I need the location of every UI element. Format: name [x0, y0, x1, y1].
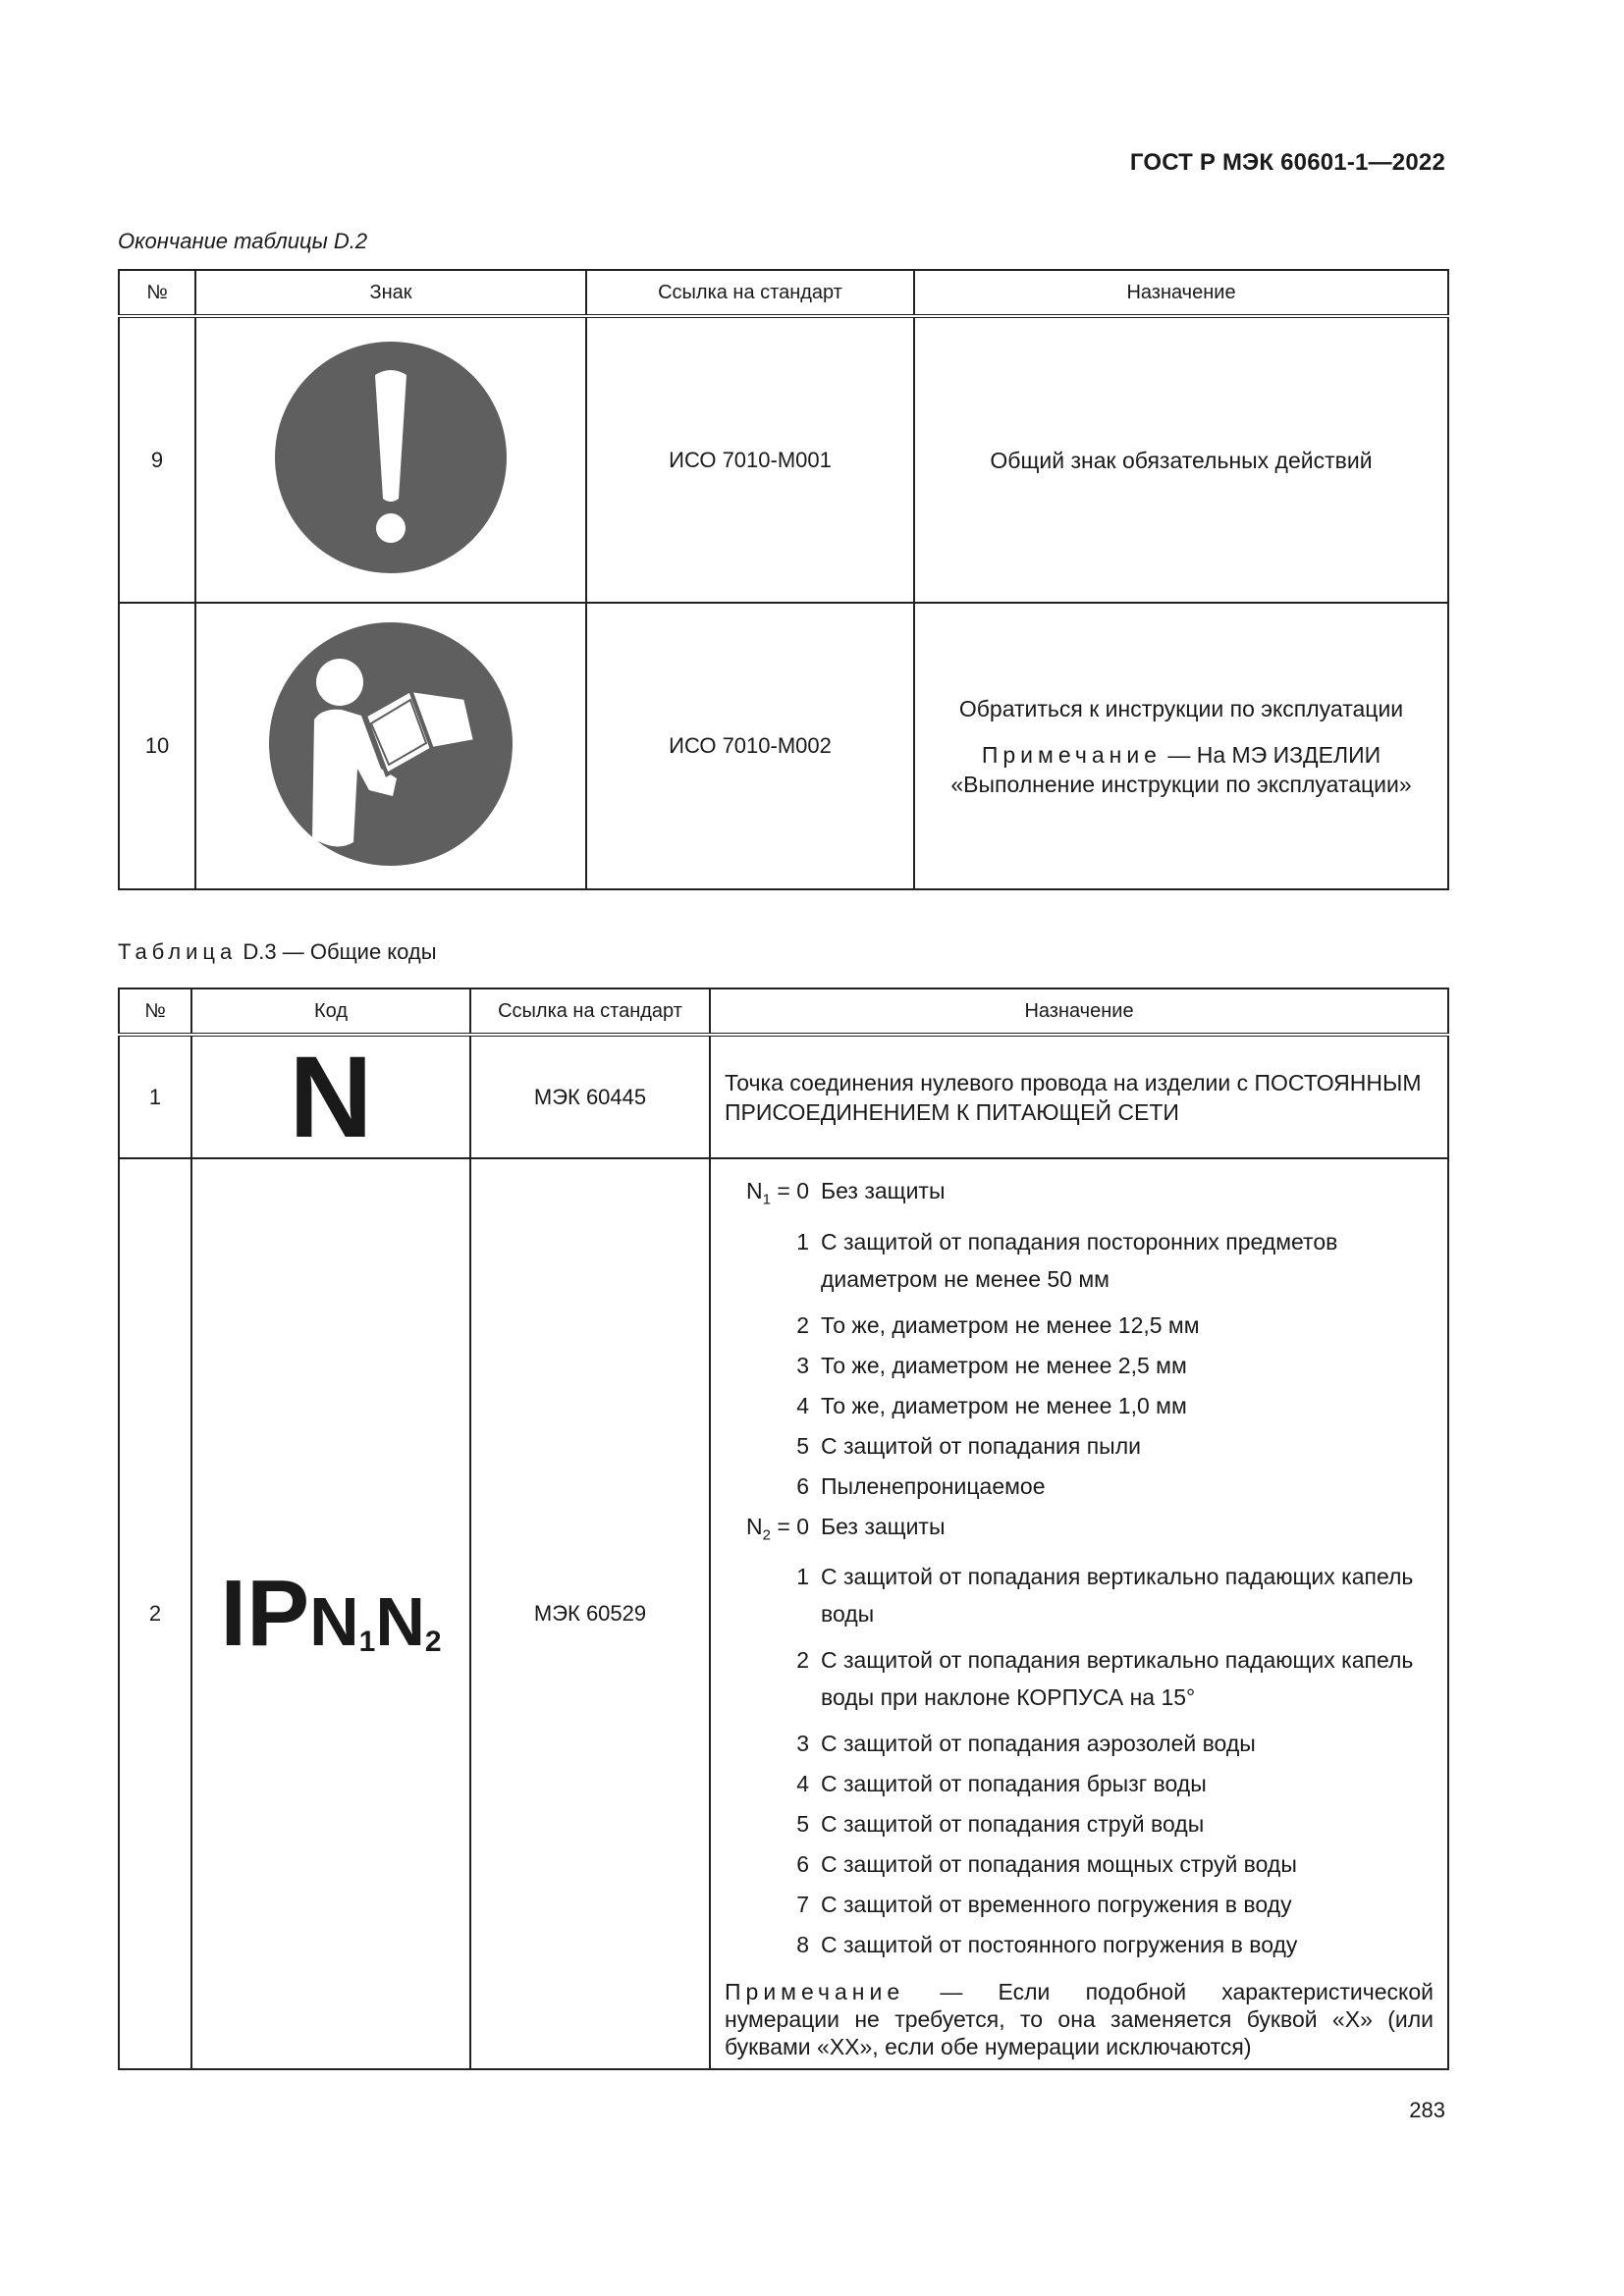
column-header: № [119, 988, 191, 1035]
table-footnote [725, 1978, 1434, 2060]
list-item: $N_1 = 0$ Без защиты [746, 1178, 946, 1208]
table-row [119, 316, 1448, 603]
list-item: 2 С защитой от попадания вертикально падающих капель воды при наклоне КОРПУСА на 15° [796, 1647, 1414, 1711]
purpose-text: Обратиться к инструкции по эксплуатации [958, 696, 1404, 721]
column-header: Назначение [710, 988, 1448, 1035]
note-text: — На МЭ ИЗДЕЛИИ «Выполнение инструкции по эксплуатации» [950, 742, 1412, 797]
page-number: 283 [1409, 2098, 1445, 2122]
column-header: № [119, 270, 195, 316]
note-text: — Если подобной характеристической нумерации не требуется, то она заменяется буквой «X» (или буквами «XX», если обе нумерации исключаются) [725, 1979, 1434, 2060]
read-manual-icon [263, 621, 518, 867]
list-item: 1 С защитой от попадания вертикально падающих капель воды [796, 1564, 1414, 1628]
table-row [119, 1158, 1448, 2069]
list-item: 4 С защитой от попадания брызг воды [796, 1771, 1207, 1797]
list-item: 8 С защитой от постоянного погружения в воду [796, 1932, 1298, 1958]
list-item: 3 С защитой от попадания аэрозолей воды [796, 1731, 1256, 1757]
list-item: $N_2 = 0$ Без защиты [746, 1513, 946, 1544]
list-item: 2 То же, диаметром не менее 12,5 мм [796, 1311, 1200, 1338]
note-label: Примечание [725, 1979, 905, 2005]
standard-reference: МЭК 60529 [470, 1158, 710, 2069]
table-d3-caption [118, 939, 437, 965]
table-row [119, 1035, 1448, 1158]
exclamation-mandatory-icon [273, 340, 509, 575]
document-header-title: ГОСТ Р МЭК 60601-1—2022 [1129, 149, 1445, 176]
column-header: Ссылка на стандарт [470, 988, 710, 1035]
column-header: Код [191, 988, 470, 1035]
list-item: 4 То же, диаметром не менее 1,0 мм [796, 1392, 1187, 1418]
sign-cell [195, 316, 586, 603]
list-item: 6 Пыленепроницаемое [796, 1472, 1046, 1499]
list-item: 3 То же, диаметром не менее 2,5 мм [796, 1352, 1187, 1378]
standard-reference: МЭК 60445 [470, 1035, 710, 1158]
table-header-row [119, 270, 1448, 316]
column-header: Ссылка на стандарт [586, 270, 914, 316]
code-list [725, 1177, 1434, 1958]
purpose-note [915, 740, 1447, 799]
list-item: 6 С защитой от попадания мощных струй воды [796, 1851, 1297, 1878]
code-symbol: $IPN_1N_2$ [220, 1561, 442, 1667]
caption-label: Таблица [118, 939, 238, 964]
table-row [119, 603, 1448, 889]
table-d2-caption: Окончание таблицы D.2 [118, 229, 368, 253]
list-item: 5 С защитой от попадания струй воды [796, 1811, 1205, 1838]
table-d3 [118, 988, 1449, 2070]
sign-cell [195, 603, 586, 889]
list-item: 7 С защитой от временного погружения в воду [796, 1892, 1292, 1918]
purpose-text: Общий знак обязательных действий [914, 316, 1448, 603]
purpose-text: Точка соединения нулевого провода на изделии с ПОСТОЯННЫМ ПРИСОЕДИНЕНИЕМ К ПИТАЮЩЕЙ СЕТИ [710, 1035, 1448, 1158]
row-number: 2 [119, 1158, 191, 2069]
code-cell [191, 1158, 470, 2069]
row-number: 1 [119, 1035, 191, 1158]
caption-text: D.3 — Общие коды [243, 939, 437, 964]
table-header-row [119, 988, 1448, 1035]
column-header: Знак [195, 270, 586, 316]
row-number: 10 [119, 603, 195, 889]
list-item: 1 С защитой от попадания посторонних предметов диаметром не менее 50 мм [796, 1228, 1338, 1292]
code-list-cell [710, 1158, 1448, 2069]
row-number: 9 [119, 316, 195, 603]
code-symbol: N [289, 1032, 373, 1162]
purpose-cell [914, 603, 1448, 889]
note-label: Примечание [981, 742, 1162, 768]
standard-reference: ИСО 7010-M001 [586, 316, 914, 603]
code-cell [191, 1032, 470, 1162]
column-header: Назначение [914, 270, 1448, 316]
list-item: 5 С защитой от попадания пыли [796, 1432, 1141, 1459]
table-d2 [118, 269, 1449, 890]
standard-reference: ИСО 7010-M002 [586, 603, 914, 889]
